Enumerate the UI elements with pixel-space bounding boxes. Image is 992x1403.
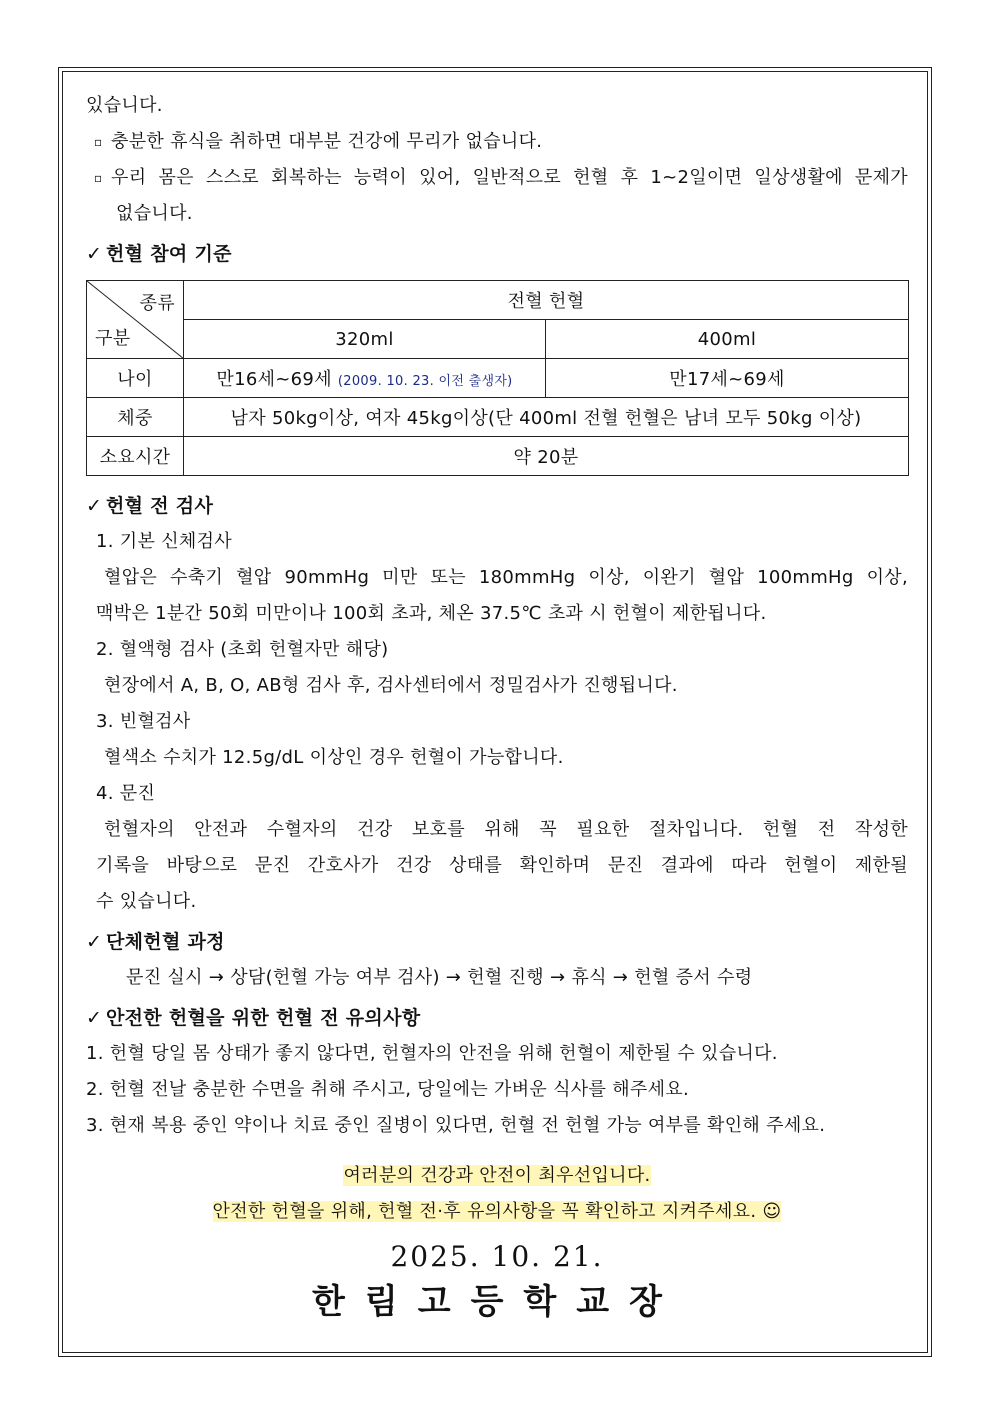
test-4-text-1: 헌혈자의 안전과 수혈자의 건강 보호를 위해 꼭 필요한 절차입니다. 헌혈 전 작성한 xyxy=(104,819,908,840)
intro-bullet-2 xyxy=(86,160,908,196)
header-kind: 종류 xyxy=(139,293,175,314)
row-time-label: 소요시간 xyxy=(87,437,184,476)
test-2-text: 현장에서 A, B, O, AB형 검사 후, 검사센터에서 정밀검사가 진행됩니다. xyxy=(104,675,678,696)
intro-bullet-1 xyxy=(86,124,908,160)
diagonal-header-cell xyxy=(87,281,184,359)
criteria-heading-text: 헌혈 참여 기준 xyxy=(106,243,232,265)
pretest-heading-text: 헌혈 전 검사 xyxy=(106,495,214,517)
signature-school-principal: 한림고등학교장 xyxy=(312,1282,682,1322)
header-category: 구분 xyxy=(95,328,131,349)
intro-bullet-2-text: 우리 몸은 스스로 회복하는 능력이 있어, 일반적으로 헌혈 후 1~2일이면 일상생활에 문제가 xyxy=(111,167,908,188)
precaution-1: 1. 헌혈 당일 몸 상태가 좋지 않다면, 헌혈자의 안전을 위해 헌혈이 제한될 수 있습니다. xyxy=(86,1043,778,1064)
criteria-table xyxy=(86,280,909,476)
header-400ml: 400ml xyxy=(546,320,909,359)
age-320-cell xyxy=(184,359,546,398)
process-flow: 문진 실시 → 상담(헌혈 가능 여부 검사) → 헌혈 진행 → 휴식 → 헌혈 증서 수령 xyxy=(126,967,753,988)
pretest-heading xyxy=(86,488,908,524)
test-3-title: 3. 빈혈검사 xyxy=(96,711,191,732)
precautions-heading-text: 안전한 헌혈을 위한 헌혈 전 유의사항 xyxy=(106,1007,421,1029)
checkmark-icon: ✓ xyxy=(86,931,103,953)
age-320-value: 만16세~69세 xyxy=(216,369,332,390)
age-320-note: (2009. 10. 23. 이전 출생자) xyxy=(337,374,513,389)
test-1-text-1: 혈압은 수축기 혈압 90mmHg 미만 또는 180mmHg 이상, 이완기 혈압 100mmHg 이상, xyxy=(104,567,908,588)
intro-bullet-2-continued: 없습니다. xyxy=(116,203,193,224)
test-3-text: 혈색소 수치가 12.5g/dL 이상인 경우 헌혈이 가능합니다. xyxy=(104,747,564,768)
closing-line-2: 안전한 헌혈을 위해, 헌혈 전·후 유의사항을 꼭 확인하고 지켜주세요. ☺ xyxy=(212,1201,782,1222)
time-value: 약 20분 xyxy=(184,437,909,476)
test-1-title: 1. 기본 신체검사 xyxy=(96,531,232,552)
criteria-heading xyxy=(86,236,908,272)
test-2-title: 2. 혈액형 검사 (초회 헌혈자만 해당) xyxy=(96,639,389,660)
checkmark-icon: ✓ xyxy=(86,1007,103,1029)
intro-line: 있습니다. xyxy=(86,95,163,116)
test-1-text-2: 맥박은 1분간 50회 미만이나 100회 초과, 체온 37.5℃ 초과 시 헌혈이 제한됩니다. xyxy=(96,603,767,624)
row-age-label: 나이 xyxy=(87,359,184,398)
closing-line-2-row xyxy=(86,1194,908,1230)
process-heading xyxy=(86,924,908,960)
row-weight-label: 체중 xyxy=(87,398,184,437)
header-whole-blood: 전혈 헌혈 xyxy=(184,281,909,320)
document-body xyxy=(86,88,908,1326)
weight-value: 남자 50kg이상, 여자 45kg이상(단 400ml 전혈 헌혈은 남녀 모두 50kg 이상) xyxy=(184,398,909,437)
precautions-heading xyxy=(86,1000,908,1036)
age-400-value: 만17세~69세 xyxy=(546,359,909,398)
test-4-text-2: 기록을 바탕으로 문진 간호사가 건강 상태를 확인하며 문진 결과에 따라 헌혈이 제한될 xyxy=(96,855,908,876)
precaution-2: 2. 헌혈 전날 충분한 수면을 취해 주시고, 당일에는 가벼운 식사를 해주세요. xyxy=(86,1079,689,1100)
closing-line-1: 여러분의 건강과 안전이 최우선입니다. xyxy=(343,1165,651,1186)
document-date: 2025. 10. 21. xyxy=(390,1240,604,1273)
precaution-3: 3. 현재 복용 중인 약이나 치료 중인 질병이 있다면, 헌혈 전 헌혈 가능 여부를 확인해 주세요. xyxy=(86,1115,826,1136)
checkmark-icon: ✓ xyxy=(86,495,103,517)
process-heading-text: 단체헌혈 과정 xyxy=(106,931,225,953)
closing-line-1-row xyxy=(86,1158,908,1194)
intro-bullet-1-text: 충분한 휴식을 취하면 대부분 건강에 무리가 없습니다. xyxy=(111,131,543,152)
square-bullet-icon: ▫ xyxy=(94,135,103,149)
square-bullet-icon: ▫ xyxy=(94,171,103,185)
test-4-text-3: 수 있습니다. xyxy=(96,891,197,912)
test-4-title: 4. 문진 xyxy=(96,783,156,804)
checkmark-icon: ✓ xyxy=(86,243,103,265)
header-320ml: 320ml xyxy=(184,320,546,359)
